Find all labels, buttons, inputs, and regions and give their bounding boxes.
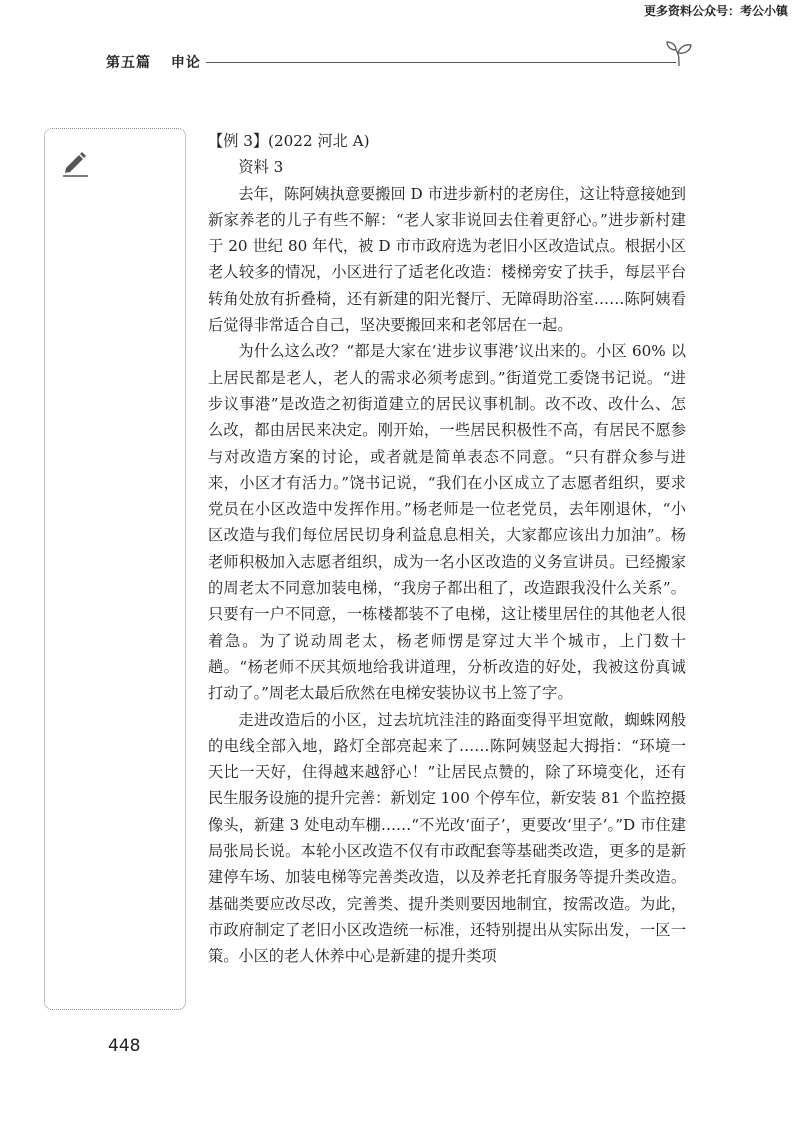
notes-box [44,128,186,1010]
page-number: 448 [108,1036,141,1056]
header-subject: 申论 [170,55,201,71]
paragraph-3: 走进改造后的小区，过去坑坑洼洼的路面变得平坦宽敞，蜘蛛网般的电线全部入地，路灯全部亮起来了……陈阿姨竖起大拇指：“环境一天比一天好，住得越来越舒心！”让居民点赞的，除了环境变化，还有民生服务设施的提升完善：新划定 100 个停车位，新安装 81 个监控摄像头，新建 3 处电动车棚……“不光改‘面子’，更要改‘里子’。”D 市住建局张局长说。本轮小区改造不仅有市政配套等基础类改造，更多的是新建停车场、加装电梯等完善类改造，以及养老托育服务等提升类改造。基础类要应改尽改，完善类、提升类则要因地制宜，按需改造。为此，市政府制定了老旧小区改造统一标准，还特别提出从实际出发，一区一策。小区的老人休养中心是新建的提升类项 [208,710,686,966]
body-text [208,128,686,970]
paragraph-1: 去年，陈阿姨执意要搬回 D 市进步新村的老房住，这让特意接她到新家养老的儿子有些不解：“老人家非说回去住着更舒心。”进步新村建于 20 世纪 80 年代，被 D 市市政府选为老旧小区改造试点。根据小区老人较多的情况，小区进行了适老化改造：楼梯旁安了扶手，每层平台转角处放有折叠椅，还有新建的阳光餐厅、无障碍助浴室……陈阿姨看后觉得非常适合自己，坚决要搬回来和老邻居在一起。 [208,184,686,335]
top-note: 更多资料公众号：考公小镇 [643,4,788,18]
example-label: 【例 3】(2022 河北 A) [208,132,370,150]
material-title: 资料 3 [238,158,284,177]
sprout-icon [664,38,694,68]
running-header [106,52,201,72]
header-part: 第五篇 [106,55,151,71]
header-rule [206,62,676,63]
paragraph-2: 为什么这么改？“都是大家在‘进步议事港’议出来的。小区 60% 以上居民都是老人，老人的需求必须考虑到。”街道党工委饶书记说。“进步议事港”是改造之初街道建立的居民议事机制。改不改、改什么、怎么改，都由居民来决定。刚开始，一些居民积极性不高，有居民不愿参与对改造方案的讨论，或者就是简单表态不同意。“只有群众参与进来，小区才有活力。”饶书记说，“我们在小区成立了志愿者组织，要求党员在小区改造中发挥作用。”杨老师是一位老党员，去年刚退休，“小区改造与我们每位居民切身利益息息相关，大家都应该出力加油”。杨老师积极加入志愿者组织，成为一名小区改造的义务宣讲员。已经搬家的周老太不同意加装电梯，“我房子都出租了，改造跟我没什么关系”。只要有一户不同意，一栋楼都装不了电梯，这让楼里居住的其他老人很着急。为了说动周老太，杨老师愣是穿过大半个城市，上门数十趟。“杨老师不厌其烦地给我讲道理，分析改造的好处，我被这份真诚打动了。”周老太最后欣然在电梯安装协议书上签了字。 [208,342,686,703]
pen-icon [60,148,90,178]
